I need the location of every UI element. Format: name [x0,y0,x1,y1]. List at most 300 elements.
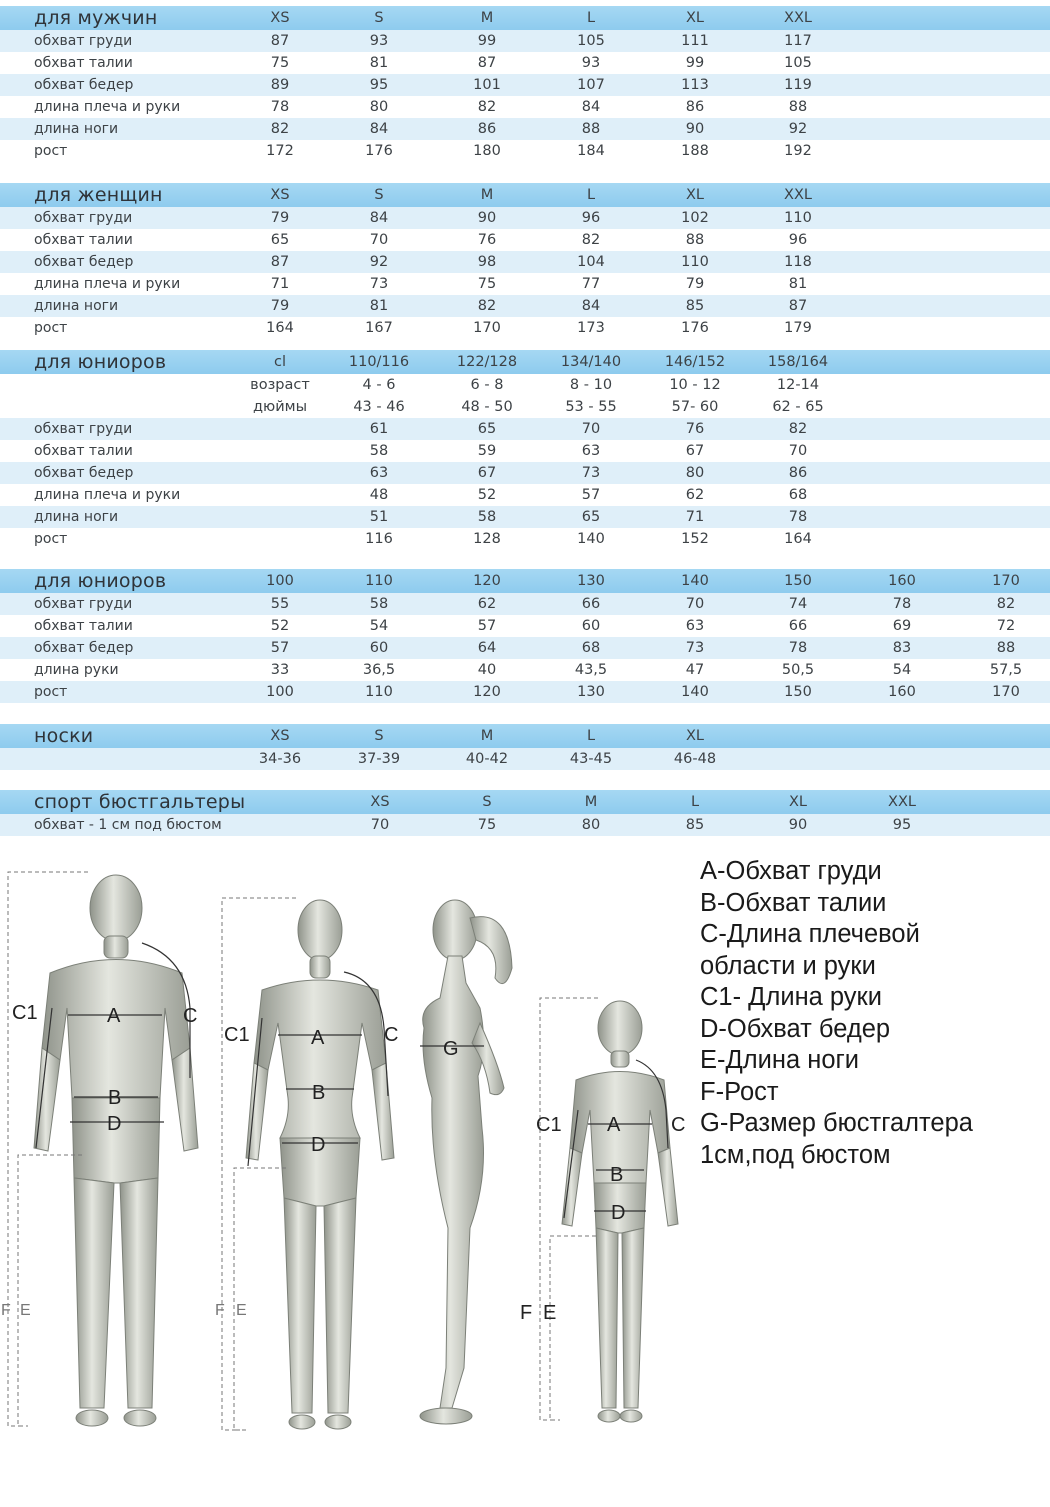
table-row [0,659,1050,681]
value-cell: 40 [477,662,497,678]
value-cell: 111 [681,33,709,49]
table-title: носки [34,725,94,747]
table-header [0,183,1050,207]
header-cell: 158/164 [767,354,829,370]
value-cell: 68 [581,640,601,656]
value-cell: 89 [270,77,290,93]
value-cell: 86 [685,99,705,115]
value-cell: 12-14 [776,377,820,393]
row-label: обхват груди [34,210,133,226]
header-cell: L [586,728,596,744]
value-cell: 81 [369,55,389,71]
label-a-man: A [107,1005,121,1027]
table-row [0,440,1050,462]
table-row [0,251,1050,273]
value-cell: 104 [577,254,605,270]
row-label: длина плеча и руки [34,487,181,503]
table-row [0,462,1050,484]
legend-item: 1см,под бюстом [700,1140,891,1169]
label-f-child: F [520,1302,533,1324]
value-cell: 80 [685,465,705,481]
row-label: обхват груди [34,421,133,437]
table-title: для женщин [34,184,163,206]
label-c1-man: C1 [12,1002,38,1024]
header-cell: XXL [784,10,812,26]
row-label: рост [34,143,68,159]
header-cell: M [480,728,494,744]
value-cell: 43-45 [569,751,613,767]
header-cell: XL [685,187,704,203]
row-label: обхват - 1 см под бюстом [34,817,222,833]
value-cell: 34-36 [258,751,302,767]
value-cell: 43 - 46 [353,399,405,415]
value-cell: 164 [266,320,294,336]
value-cell: 80 [369,99,389,115]
value-cell: 82 [270,121,290,137]
row-label: длина ноги [34,509,119,525]
value-cell: 105 [784,55,812,71]
value-cell: 96 [788,232,808,248]
value-cell: 43,5 [574,662,608,678]
header-cell: S [374,728,384,744]
value-cell: 57 [270,640,290,656]
value-cell: 87 [477,55,497,71]
value-cell: 99 [685,55,705,71]
header-cell: XXL [784,187,812,203]
value-cell: 67 [477,465,497,481]
value-cell: 117 [784,33,812,49]
header-cell: XS [370,794,390,810]
table-header [0,724,1050,748]
label-d-woman: D [311,1134,326,1156]
header-cell: 122/128 [456,354,518,370]
value-cell: 120 [473,684,501,700]
table-header [0,350,1050,374]
value-cell: 68 [788,487,808,503]
value-cell: 170 [992,684,1020,700]
value-cell: 78 [892,596,912,612]
value-cell: 60 [581,618,601,634]
value-cell: 119 [784,77,812,93]
table-title: спорт бюстгальтеры [34,791,246,813]
value-cell: 70 [581,421,601,437]
value-cell: 58 [477,509,497,525]
row-label: обхват бедер [34,640,134,656]
label-b-woman: B [312,1082,326,1104]
header-cell: 146/152 [664,354,726,370]
value-cell: 88 [996,640,1016,656]
value-cell: 179 [784,320,812,336]
value-cell: 170 [473,320,501,336]
value-cell: 62 - 65 [772,399,824,415]
value-cell: 62 [477,596,497,612]
value-cell: 40-42 [465,751,509,767]
table-row [0,30,1050,52]
value-cell: 10 - 12 [669,377,721,393]
value-cell: 93 [581,55,601,71]
label-d-man: D [107,1113,122,1135]
label-c-man: C [183,1005,198,1027]
value-cell: 100 [266,684,294,700]
table-header [0,790,1050,814]
legend-item: A-Обхват груди [700,857,882,885]
value-cell: 110 [681,254,709,270]
value-cell: 52 [477,487,497,503]
header-cell: S [374,187,384,203]
value-cell: 81 [369,298,389,314]
value-cell: 80 [581,817,601,833]
table-title: для юниоров [34,351,167,373]
label-e-man: E [20,1302,31,1319]
label-c-child: C [671,1114,686,1136]
label-c-woman: C [384,1024,399,1046]
header-cell: cl [273,354,286,370]
header-cell: 150 [784,573,812,589]
header-cell: XL [788,794,807,810]
value-cell: 82 [788,421,808,437]
value-cell: 65 [270,232,290,248]
header-cell: XS [270,187,290,203]
table-row [0,748,1050,770]
value-cell: 152 [681,531,709,547]
value-cell: 53 - 55 [565,399,617,415]
value-cell: 84 [369,210,389,226]
table-row [0,140,1050,162]
table-row [0,637,1050,659]
header-cell: XS [270,728,290,744]
value-cell: 84 [581,298,601,314]
value-cell: 176 [365,143,393,159]
value-cell: 79 [270,210,290,226]
value-cell: 73 [581,465,601,481]
value-cell: 86 [788,465,808,481]
value-cell: 98 [477,254,497,270]
value-cell: 63 [369,465,389,481]
value-cell: 70 [685,596,705,612]
header-cell: 134/140 [560,354,622,370]
header-cell: S [482,794,492,810]
value-cell: 78 [270,99,290,115]
value-cell: 66 [581,596,601,612]
value-cell: 87 [270,254,290,270]
value-cell: 75 [270,55,290,71]
header-cell: 110/116 [348,354,410,370]
value-cell: 63 [581,443,601,459]
header-cell: 110 [365,573,393,589]
value-cell: 93 [369,33,389,49]
value-cell: 79 [270,298,290,314]
value-cell: 59 [477,443,497,459]
table-row [0,593,1050,615]
label-e-child: E [543,1302,557,1324]
value-cell: 75 [477,276,497,292]
header-cell: 160 [888,573,916,589]
row-label: обхват талии [34,618,133,634]
value-cell: 47 [685,662,705,678]
value-cell: 75 [477,817,497,833]
table-row [0,273,1050,295]
value-cell: 33 [270,662,290,678]
row-label: длина руки [34,662,119,678]
measurement-figures [0,848,700,1507]
value-cell: 82 [477,298,497,314]
value-cell: 102 [681,210,709,226]
value-cell: 65 [581,509,601,525]
table-row [0,207,1050,229]
header-cell: L [586,187,596,203]
row-label: длина плеча и руки [34,276,181,292]
table-title: для юниоров [34,570,167,592]
header-cell: M [480,10,494,26]
label-b-man: B [108,1087,122,1109]
value-cell: 70 [369,232,389,248]
header-cell: M [480,187,494,203]
value-cell: 188 [681,143,709,159]
value-cell: 90 [685,121,705,137]
value-cell: 99 [477,33,497,49]
header-cell: L [690,794,700,810]
value-cell: 95 [369,77,389,93]
row-label: длина ноги [34,298,119,314]
table-title: для мужчин [34,7,158,29]
value-cell: 52 [270,618,290,634]
legend-item: C-Длина плечевой [700,920,920,948]
value-cell: 76 [477,232,497,248]
value-cell: 85 [685,817,705,833]
man-figure [34,875,198,1426]
table-row [0,295,1050,317]
header-cell: M [584,794,598,810]
value-cell: 58 [369,596,389,612]
value-cell: 173 [577,320,605,336]
value-cell: 150 [784,684,812,700]
legend-item: D-Обхват бедер [700,1014,891,1043]
table-row [0,74,1050,96]
table-row [0,814,1050,836]
value-cell: 176 [681,320,709,336]
value-cell: 92 [369,254,389,270]
value-cell: 62 [685,487,705,503]
label-g-profile: G [443,1038,459,1060]
table-row [0,418,1050,440]
value-cell: 74 [788,596,808,612]
value-cell: 69 [892,618,912,634]
value-cell: 76 [685,421,705,437]
header-cell: L [586,10,596,26]
row-label: обхват талии [34,443,133,459]
value-cell: 167 [365,320,393,336]
header-cell: 130 [577,573,605,589]
legend-item: B-Обхват талии [700,888,887,917]
value-cell: 90 [788,817,808,833]
row-label: обхват бедер [34,254,134,270]
row-label: длина ноги [34,121,119,137]
table-row [0,118,1050,140]
value-cell: 84 [581,99,601,115]
label-b-child: B [610,1164,624,1186]
label-f-woman: F [215,1302,225,1319]
table-row [0,374,1050,396]
value-cell: 60 [369,640,389,656]
row-label: рост [34,684,68,700]
table-row [0,484,1050,506]
value-cell: 37-39 [357,751,401,767]
value-cell: 55 [270,596,290,612]
value-cell: 81 [788,276,808,292]
header-cell: XXL [888,794,916,810]
value-cell: 95 [892,817,912,833]
value-cell: дюймы [252,399,308,415]
value-cell: 118 [784,254,812,270]
value-cell: 61 [369,421,389,437]
table-header [0,569,1050,593]
label-c1-woman: C1 [224,1024,250,1046]
value-cell: 57- 60 [671,399,719,415]
label-e-woman: E [236,1302,247,1319]
value-cell: 70 [370,817,390,833]
woman-figure [246,900,394,1429]
table-row [0,528,1050,550]
value-cell: 36,5 [362,662,396,678]
value-cell: 84 [369,121,389,137]
value-cell: 48 - 50 [461,399,513,415]
value-cell: возраст [250,377,310,393]
value-cell: 96 [581,210,601,226]
value-cell: 88 [788,99,808,115]
table-row [0,317,1050,339]
label-f-man: F [1,1302,11,1319]
value-cell: 110 [365,684,393,700]
value-cell: 83 [892,640,912,656]
value-cell: 87 [788,298,808,314]
table-row [0,615,1050,637]
table-row [0,396,1050,418]
value-cell: 90 [477,210,497,226]
value-cell: 140 [577,531,605,547]
value-cell: 57 [581,487,601,503]
legend-item: G-Размер бюстгалтера [700,1109,973,1137]
table-row [0,506,1050,528]
row-label: рост [34,320,68,336]
value-cell: 82 [996,596,1016,612]
label-c1-child: C1 [536,1114,562,1136]
header-cell: S [374,10,384,26]
value-cell: 87 [270,33,290,49]
value-cell: 67 [685,443,705,459]
value-cell: 54 [369,618,389,634]
value-cell: 86 [477,121,497,137]
value-cell: 116 [365,531,393,547]
value-cell: 79 [685,276,705,292]
row-label: обхват талии [34,232,133,248]
table-row [0,681,1050,703]
row-label: обхват груди [34,596,133,612]
value-cell: 128 [473,531,501,547]
value-cell: 64 [477,640,497,656]
row-label: обхват бедер [34,77,134,93]
value-cell: 92 [788,121,808,137]
row-label: обхват бедер [34,465,134,481]
value-cell: 73 [685,640,705,656]
legend-item: F-Рост [700,1077,779,1106]
value-cell: 8 - 10 [569,377,613,393]
value-cell: 88 [581,121,601,137]
value-cell: 51 [369,509,389,525]
header-cell: XL [685,10,704,26]
row-label: длина плеча и руки [34,99,181,115]
value-cell: 110 [784,210,812,226]
value-cell: 70 [788,443,808,459]
row-label: рост [34,531,68,547]
value-cell: 77 [581,276,601,292]
measurement-legend [700,856,1045,1171]
value-cell: 140 [681,684,709,700]
value-cell: 54 [892,662,912,678]
value-cell: 78 [788,640,808,656]
value-cell: 63 [685,618,705,634]
header-cell: XL [685,728,704,744]
value-cell: 184 [577,143,605,159]
value-cell: 113 [681,77,709,93]
row-label: обхват талии [34,55,133,71]
value-cell: 78 [788,509,808,525]
table-row [0,229,1050,251]
value-cell: 164 [784,531,812,547]
value-cell: 66 [788,618,808,634]
value-cell: 88 [685,232,705,248]
legend-item: E-Длина ноги [700,1046,860,1074]
legend-item: области и руки [700,951,876,980]
value-cell: 48 [369,487,389,503]
table-row [0,52,1050,74]
value-cell: 160 [888,684,916,700]
value-cell: 73 [369,276,389,292]
label-d-child: D [611,1202,626,1224]
value-cell: 180 [473,143,501,159]
value-cell: 6 - 8 [470,377,504,393]
woman-profile-figure [420,900,512,1424]
body-silhouettes-illustration [0,848,700,1507]
value-cell: 58 [369,443,389,459]
value-cell: 50,5 [781,662,815,678]
value-cell: 85 [685,298,705,314]
label-a-woman: A [311,1027,325,1049]
table-row [0,96,1050,118]
value-cell: 101 [473,77,501,93]
row-label: обхват груди [34,33,133,49]
value-cell: 4 - 6 [362,377,396,393]
value-cell: 82 [477,99,497,115]
value-cell: 130 [577,684,605,700]
value-cell: 192 [784,143,812,159]
value-cell: 172 [266,143,294,159]
header-cell: XS [270,10,290,26]
header-cell: 120 [473,573,501,589]
header-cell: 170 [992,573,1020,589]
legend-item: C1- Длина руки [700,983,882,1011]
value-cell: 105 [577,33,605,49]
label-a-child: A [607,1114,621,1136]
table-header [0,6,1050,30]
value-cell: 72 [996,618,1016,634]
value-cell: 57 [477,618,497,634]
value-cell: 107 [577,77,605,93]
header-cell: 100 [266,573,294,589]
value-cell: 46-48 [673,751,717,767]
value-cell: 71 [270,276,290,292]
value-cell: 57,5 [989,662,1023,678]
value-cell: 82 [581,232,601,248]
